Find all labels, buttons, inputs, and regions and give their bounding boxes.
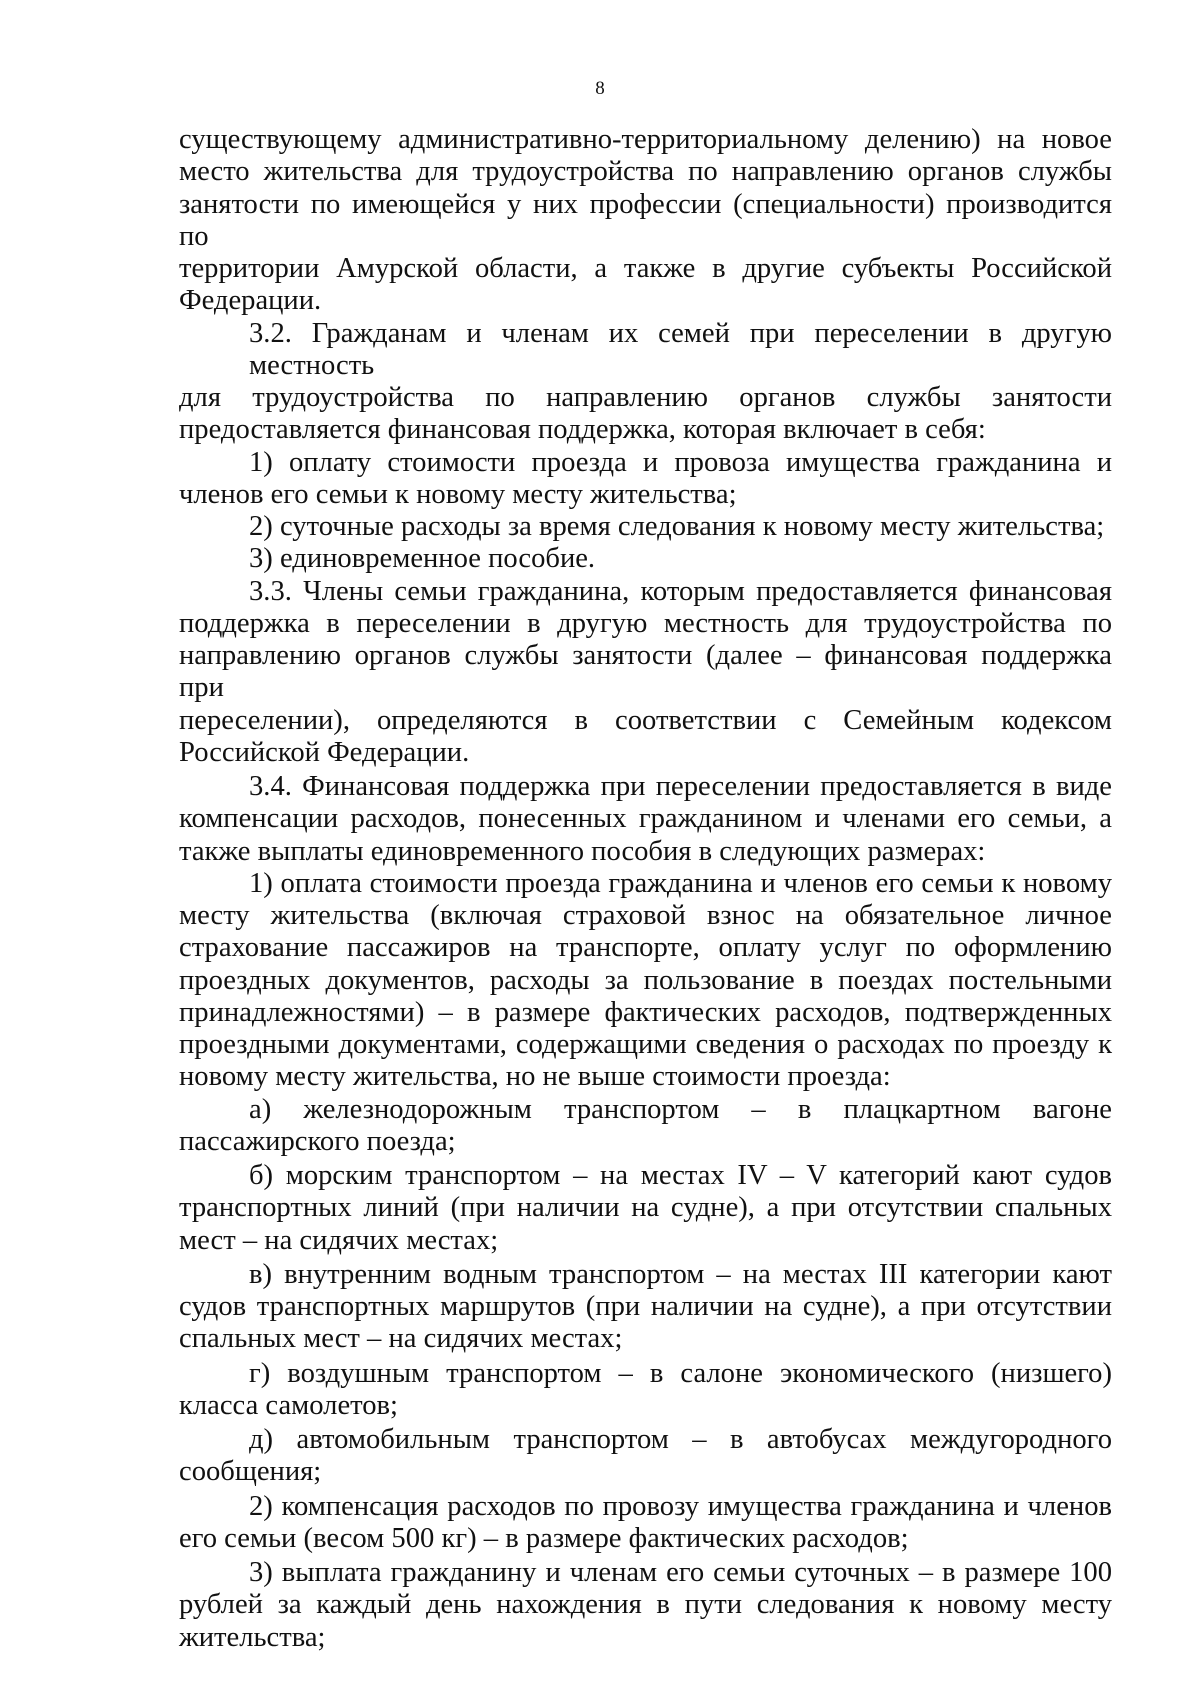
paragraph-3-4-item-3 [179,1557,1112,1654]
text-line: проездных документов, расходы за пользование в поездах постельными [179,964,1112,996]
text-line: место жительства для трудоустройства по направлению органов службы [179,156,1112,188]
text-line: территории Амурской области, а также в другие субъекты Российской [179,253,1112,284]
text-line: его семьи (весом 500 кг) – в размере фактических расходов; [179,1522,909,1554]
paragraph-3-4 [179,771,1112,868]
text-line: существующему административно-территориальному делению) на новое [179,124,1112,155]
paragraph-3-4-item-1 [179,868,1112,1094]
paragraph-3-2-item-2 [179,511,1112,543]
paragraph-3-2-item-1 [179,447,1112,512]
text-line: также выплаты единовременного пособия в следующих размерах: [179,835,986,867]
text-line: членов его семьи к новому месту жительства; [179,478,737,510]
text-line: жительства; [179,1621,326,1653]
text-line: предоставляется финансовая поддержка, которая включает в себя: [179,414,986,446]
text-line: Российской Федерации. [179,736,470,768]
text-line: для трудоустройства по направлению органов службы занятости [179,382,1112,413]
text-line: сообщения; [179,1456,322,1488]
text-line: транспортных линий (при наличии на судне), а при отсутствии спальных [179,1192,1112,1224]
text-line: мест – на сидячих местах; [179,1224,499,1256]
text-line: а) железнодорожным транспортом – в плацкартном вагоне [249,1093,1112,1125]
text-line: проездными документами, содержащими сведения о расходах по проезду к [179,1029,1112,1060]
paragraph-3-2 [179,318,1112,447]
paragraph-3-4-item-1-d [179,1424,1112,1489]
paragraph-3-3 [179,576,1112,770]
text-line: направлению органов службы занятости (далее – финансовая поддержка при [179,640,1112,704]
paragraph-3-4-item-1-b [179,1160,1112,1257]
paragraph-3-4-item-2 [179,1491,1112,1556]
paragraph-3-2-item-3 [179,543,1112,575]
text-line: 3) выплата гражданину и членам его семьи суточных – в размере 100 [249,1557,1112,1588]
page-number: 8 [595,78,605,99]
text-line: 3.2. Гражданам и членам их семей при переселении в другую местность [249,317,1112,381]
text-line: новому месту жительства, но не выше стоимости проезда: [179,1061,891,1093]
text-line: пассажирского поезда; [179,1125,456,1157]
text-line: спальных мест – на сидячих местах; [179,1323,623,1355]
text-line: 3.3. Члены семьи гражданина, которым предоставляется финансовая [249,575,1112,607]
text-line: месту жительства (включая страховой взнос на обязательное личное [179,900,1112,931]
paragraph-3-4-item-1-a [179,1094,1112,1159]
text-line: занятости по имеющейся у них профессии (специальности) производится по [179,188,1112,252]
paragraph-continuation [179,124,1112,318]
text-line: класса самолетов; [179,1389,398,1421]
text-line: г) воздушным транспортом – в салоне экономического (низшего) [249,1357,1112,1389]
text-line: компенсации расходов, понесенных гражданином и членами его семьи, а [179,803,1112,835]
text-line: страхование пассажиров на транспорте, оплату услуг по оформлению [179,932,1112,964]
text-line: б) морским транспортом – на местах IV – V категорий кают судов [249,1160,1112,1191]
text-line: Федерации. [179,285,322,317]
text-line: в) внутренним водным транспортом – на местах III категории кают [249,1258,1112,1290]
text-line: рублей за каждый день нахождения в пути следования к новому месту [179,1589,1112,1621]
text-line: 1) оплата стоимости проезда гражданина и членов его семьи к новому [249,867,1112,899]
text-line: 1) оплату стоимости проезда и провоза имущества гражданина и [249,446,1112,478]
text-line: 3) единовременное пособие. [249,543,596,575]
document-body [179,124,1112,1654]
paragraph-3-4-item-1-g [179,1358,1112,1423]
text-line: 2) суточные расходы за время следования к новому месту жительства; [249,511,1105,542]
text-line: д) автомобильным транспортом – в автобусах междугородного [249,1424,1112,1455]
paragraph-3-4-item-1-v [179,1259,1112,1356]
text-line: поддержка в переселении в другую местность для трудоустройства по [179,607,1112,639]
text-line: судов транспортных маршрутов (при наличии на судне), а при отсутствии [179,1291,1112,1322]
text-line: переселении), определяются в соответствии с Семейным кодексом [179,704,1112,736]
text-line: 2) компенсация расходов по провозу имущества гражданина и членов [249,1490,1112,1522]
text-line: 3.4. Финансовая поддержка при переселении предоставляется в виде [249,771,1112,802]
text-line: принадлежностями) – в размере фактических расходов, подтвержденных [179,996,1112,1028]
